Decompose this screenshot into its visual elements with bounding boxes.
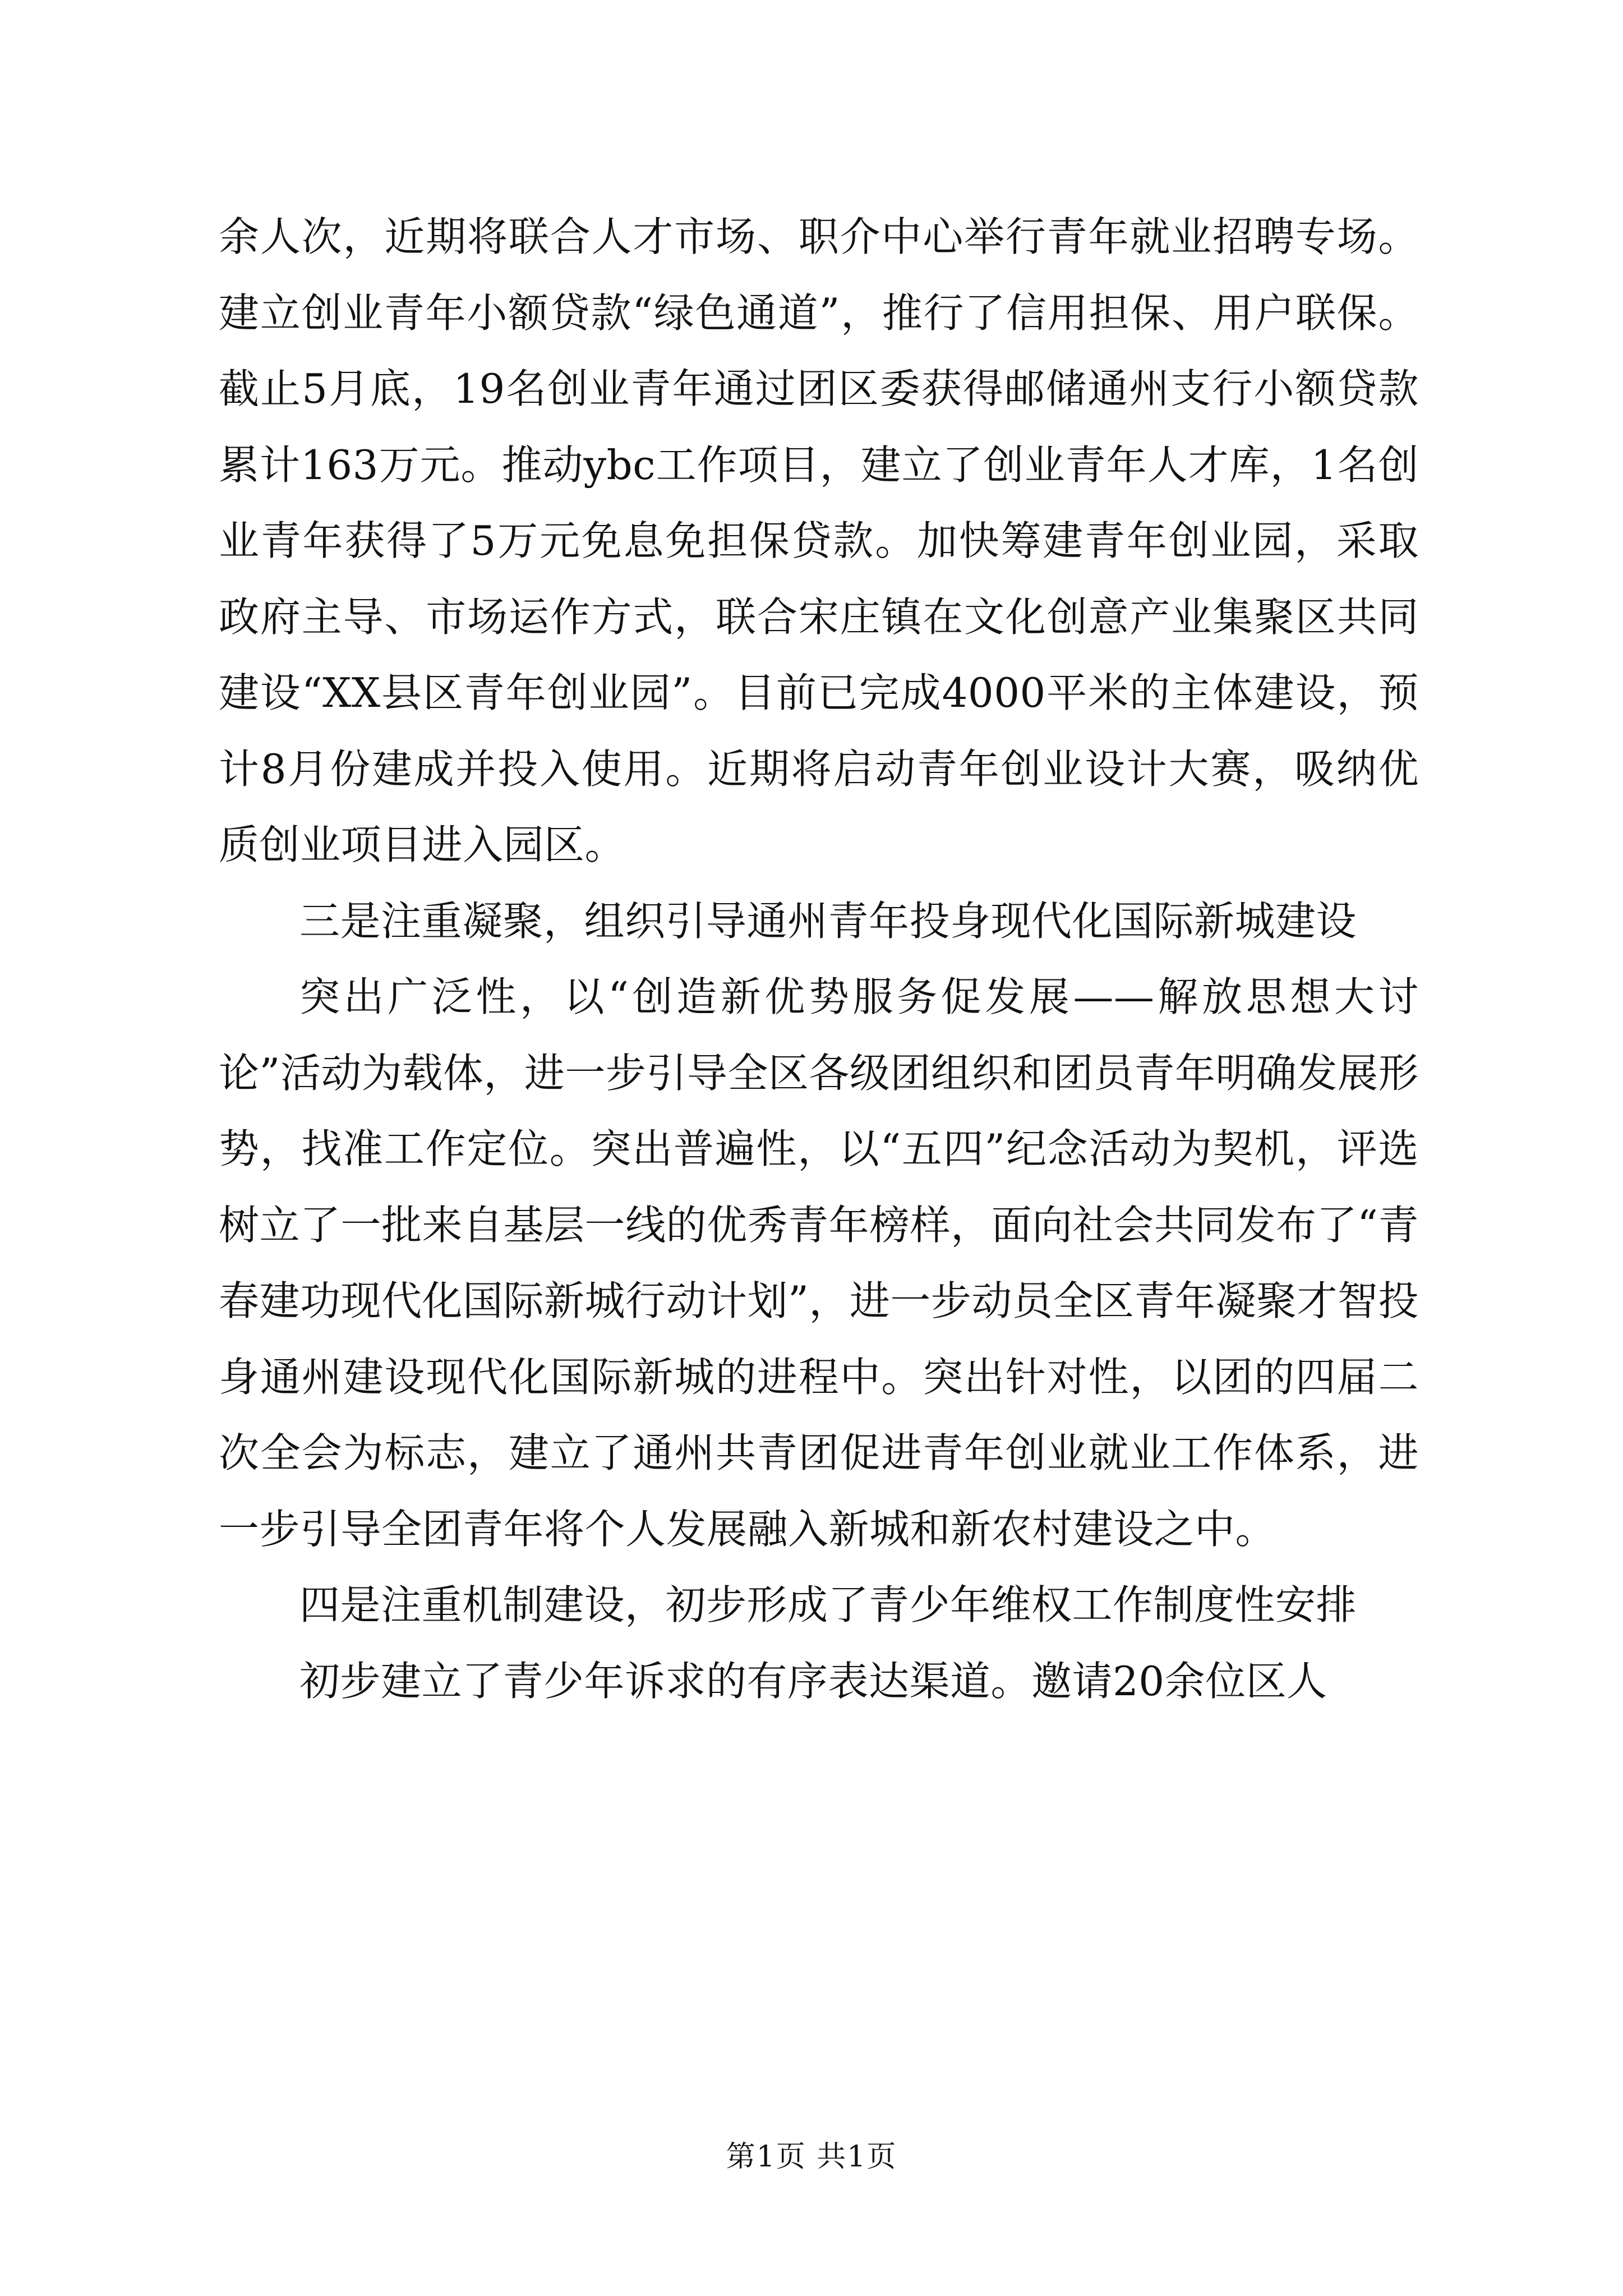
paragraph-rights-channels: 初步建立了青少年诉求的有序表达渠道。邀请20余位区人	[299, 1657, 1327, 1705]
paragraph-youth-engagement: 突出广泛性，以“创造新优势服务促发展——解放思想大讨论”活动为载体，进一步引导全区各级团组织和团员青年明确发展形势，找准工作定位。突出普遍性，以“五四”纪念活动为契机，评选树立了一批来自基层一线的优秀青年榜样，面向社会共同发布了“青春建功现代化国际新城行动计划”，进一步动员全区青年凝聚才智投身通州建设现代化国际新城的进程中。突出针对性，以团的四届二次全会为标志，建立了通州共青团促进青年创业就业工作体系，进一步引导全团青年将个人发展融入新城和新农村建设之中。	[219, 973, 1419, 1553]
paragraph-heading-mechanism: 四是注重机制建设，初步形成了青少年维权工作制度性安排	[299, 1581, 1357, 1628]
document-body	[219, 199, 1419, 1719]
page-footer: 第1页 共1页	[726, 2140, 897, 2174]
paragraph-youth-employment: 余人次，近期将联合人才市场、职介中心举行青年就业招聘专场。建立创业青年小额贷款“绿色通道”，推行了信用担保、用户联保。截止5月底，19名创业青年通过团区委获得邮储通州支行小额贷款累计163万元。推动ybc工作项目，建立了创业青年人才库，1名创业青年获得了5万元免息免担保贷款。加快筹建青年创业园，采取政府主导、市场运作方式，联合宋庄镇在文化创意产业集聚区共同建设“XX县区青年创业园”。目前已完成4000平米的主体建设，预计8月份建成并投入使用。近期将启动青年创业设计大赛，吸纳优质创业项目进入园区。	[219, 213, 1419, 868]
paragraph-heading-cohesion: 三是注重凝聚，组织引导通州青年投身现代化国际新城建设	[299, 897, 1357, 945]
